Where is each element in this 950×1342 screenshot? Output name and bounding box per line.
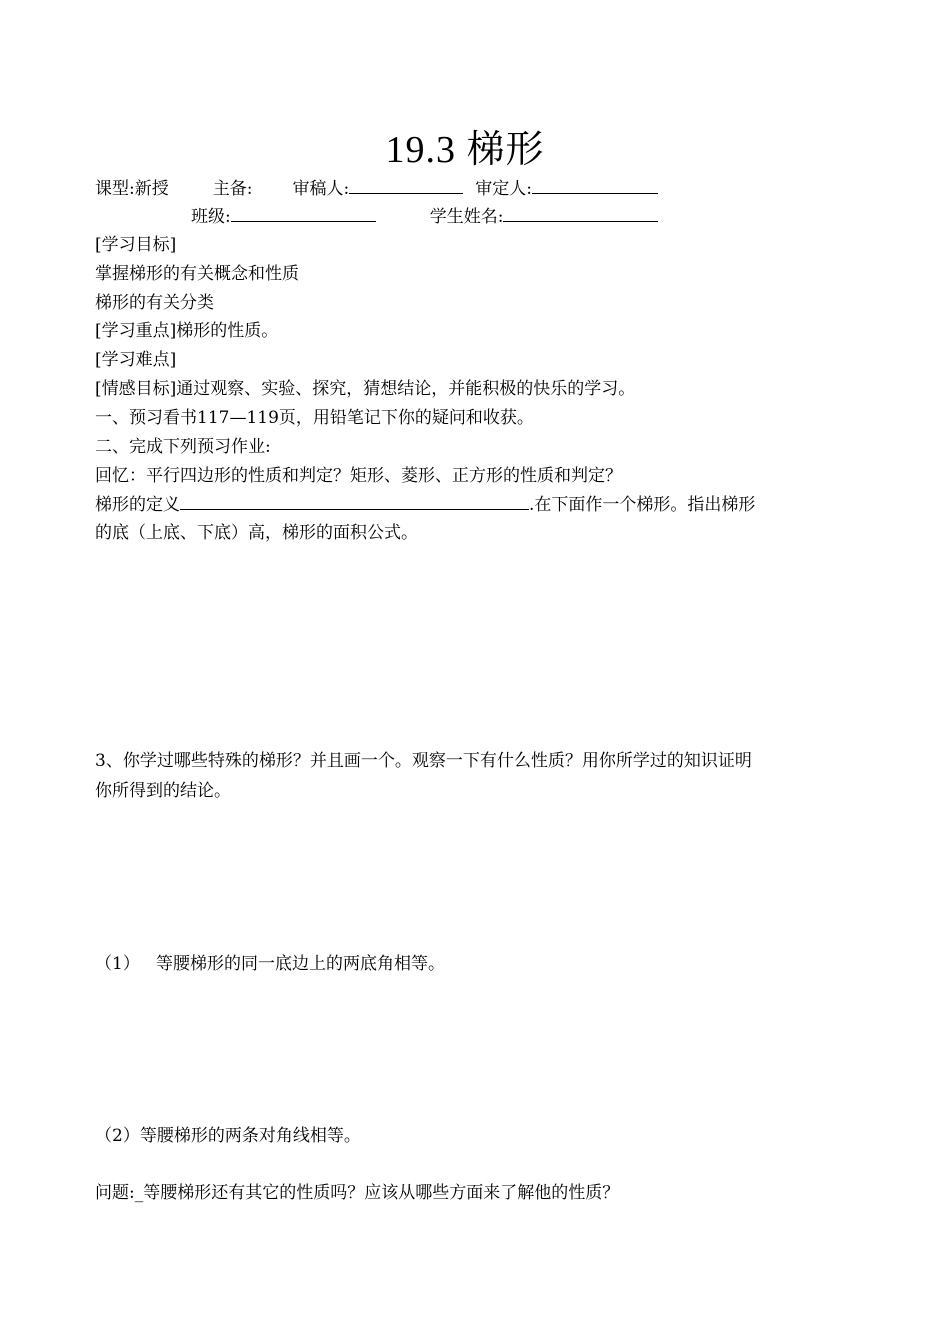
page-title: 19.3 梯形 [385, 129, 545, 171]
goal-1: 掌握梯形的有关概念和性质 [95, 264, 299, 284]
definition-line [95, 493, 755, 516]
definition-prefix: 梯形的定义 [95, 495, 180, 515]
course-type: 课型:新授 [95, 179, 169, 199]
reviewer-label: 审稿人: [292, 179, 350, 199]
emotion-goal: [情感目标]通过观察、实验、探究，猜想结论，并能积极的快乐的学习。 [95, 379, 636, 399]
approver-blank [532, 177, 658, 194]
question-3-line-1: 3、你学过哪些特殊的梯形？并且画一个。观察一下有什么性质？用你所学过的知识证明 [95, 751, 752, 771]
student-name-blank [503, 205, 658, 222]
question-3-line-2: 你所得到的结论。 [95, 781, 231, 801]
key-point: [学习重点]梯形的性质。 [95, 321, 279, 341]
preview-1: 一、预习看书117—119页，用铅笔记下你的疑问和收获。 [95, 408, 534, 428]
recall: 回忆：平行四边形的性质和判定？矩形、菱形、正方形的性质和判定？ [95, 466, 622, 486]
class-label: 班级: [191, 207, 231, 227]
approver-label: 审定人: [475, 179, 532, 199]
definition-blank [180, 493, 529, 510]
further-question: 问题:_等腰梯形还有其它的性质吗？应该从哪些方面来了解他的性质？ [95, 1183, 620, 1203]
header-row-1 [95, 177, 658, 200]
definition-line-2: 的底（上底、下底）高，梯形的面积公式。 [95, 523, 418, 543]
property-2: （2）等腰梯形的两条对角线相等。 [95, 1126, 361, 1146]
goal-header: [学习目标] [95, 235, 177, 255]
reviewer-blank [349, 177, 463, 194]
preview-2: 二、完成下列预习作业: [95, 437, 271, 457]
difficulty: [学习难点] [95, 350, 177, 370]
property-1: （1） 等腰梯形的同一底边上的两底角相等。 [95, 954, 446, 974]
goal-2: 梯形的有关分类 [95, 293, 214, 313]
main-prep-label: 主备: [212, 179, 253, 199]
student-name-label: 学生姓名: [429, 207, 504, 227]
definition-suffix: .在下面作一个梯形。指出梯形 [529, 495, 756, 515]
header-row-2 [191, 205, 658, 228]
class-blank [231, 205, 376, 222]
